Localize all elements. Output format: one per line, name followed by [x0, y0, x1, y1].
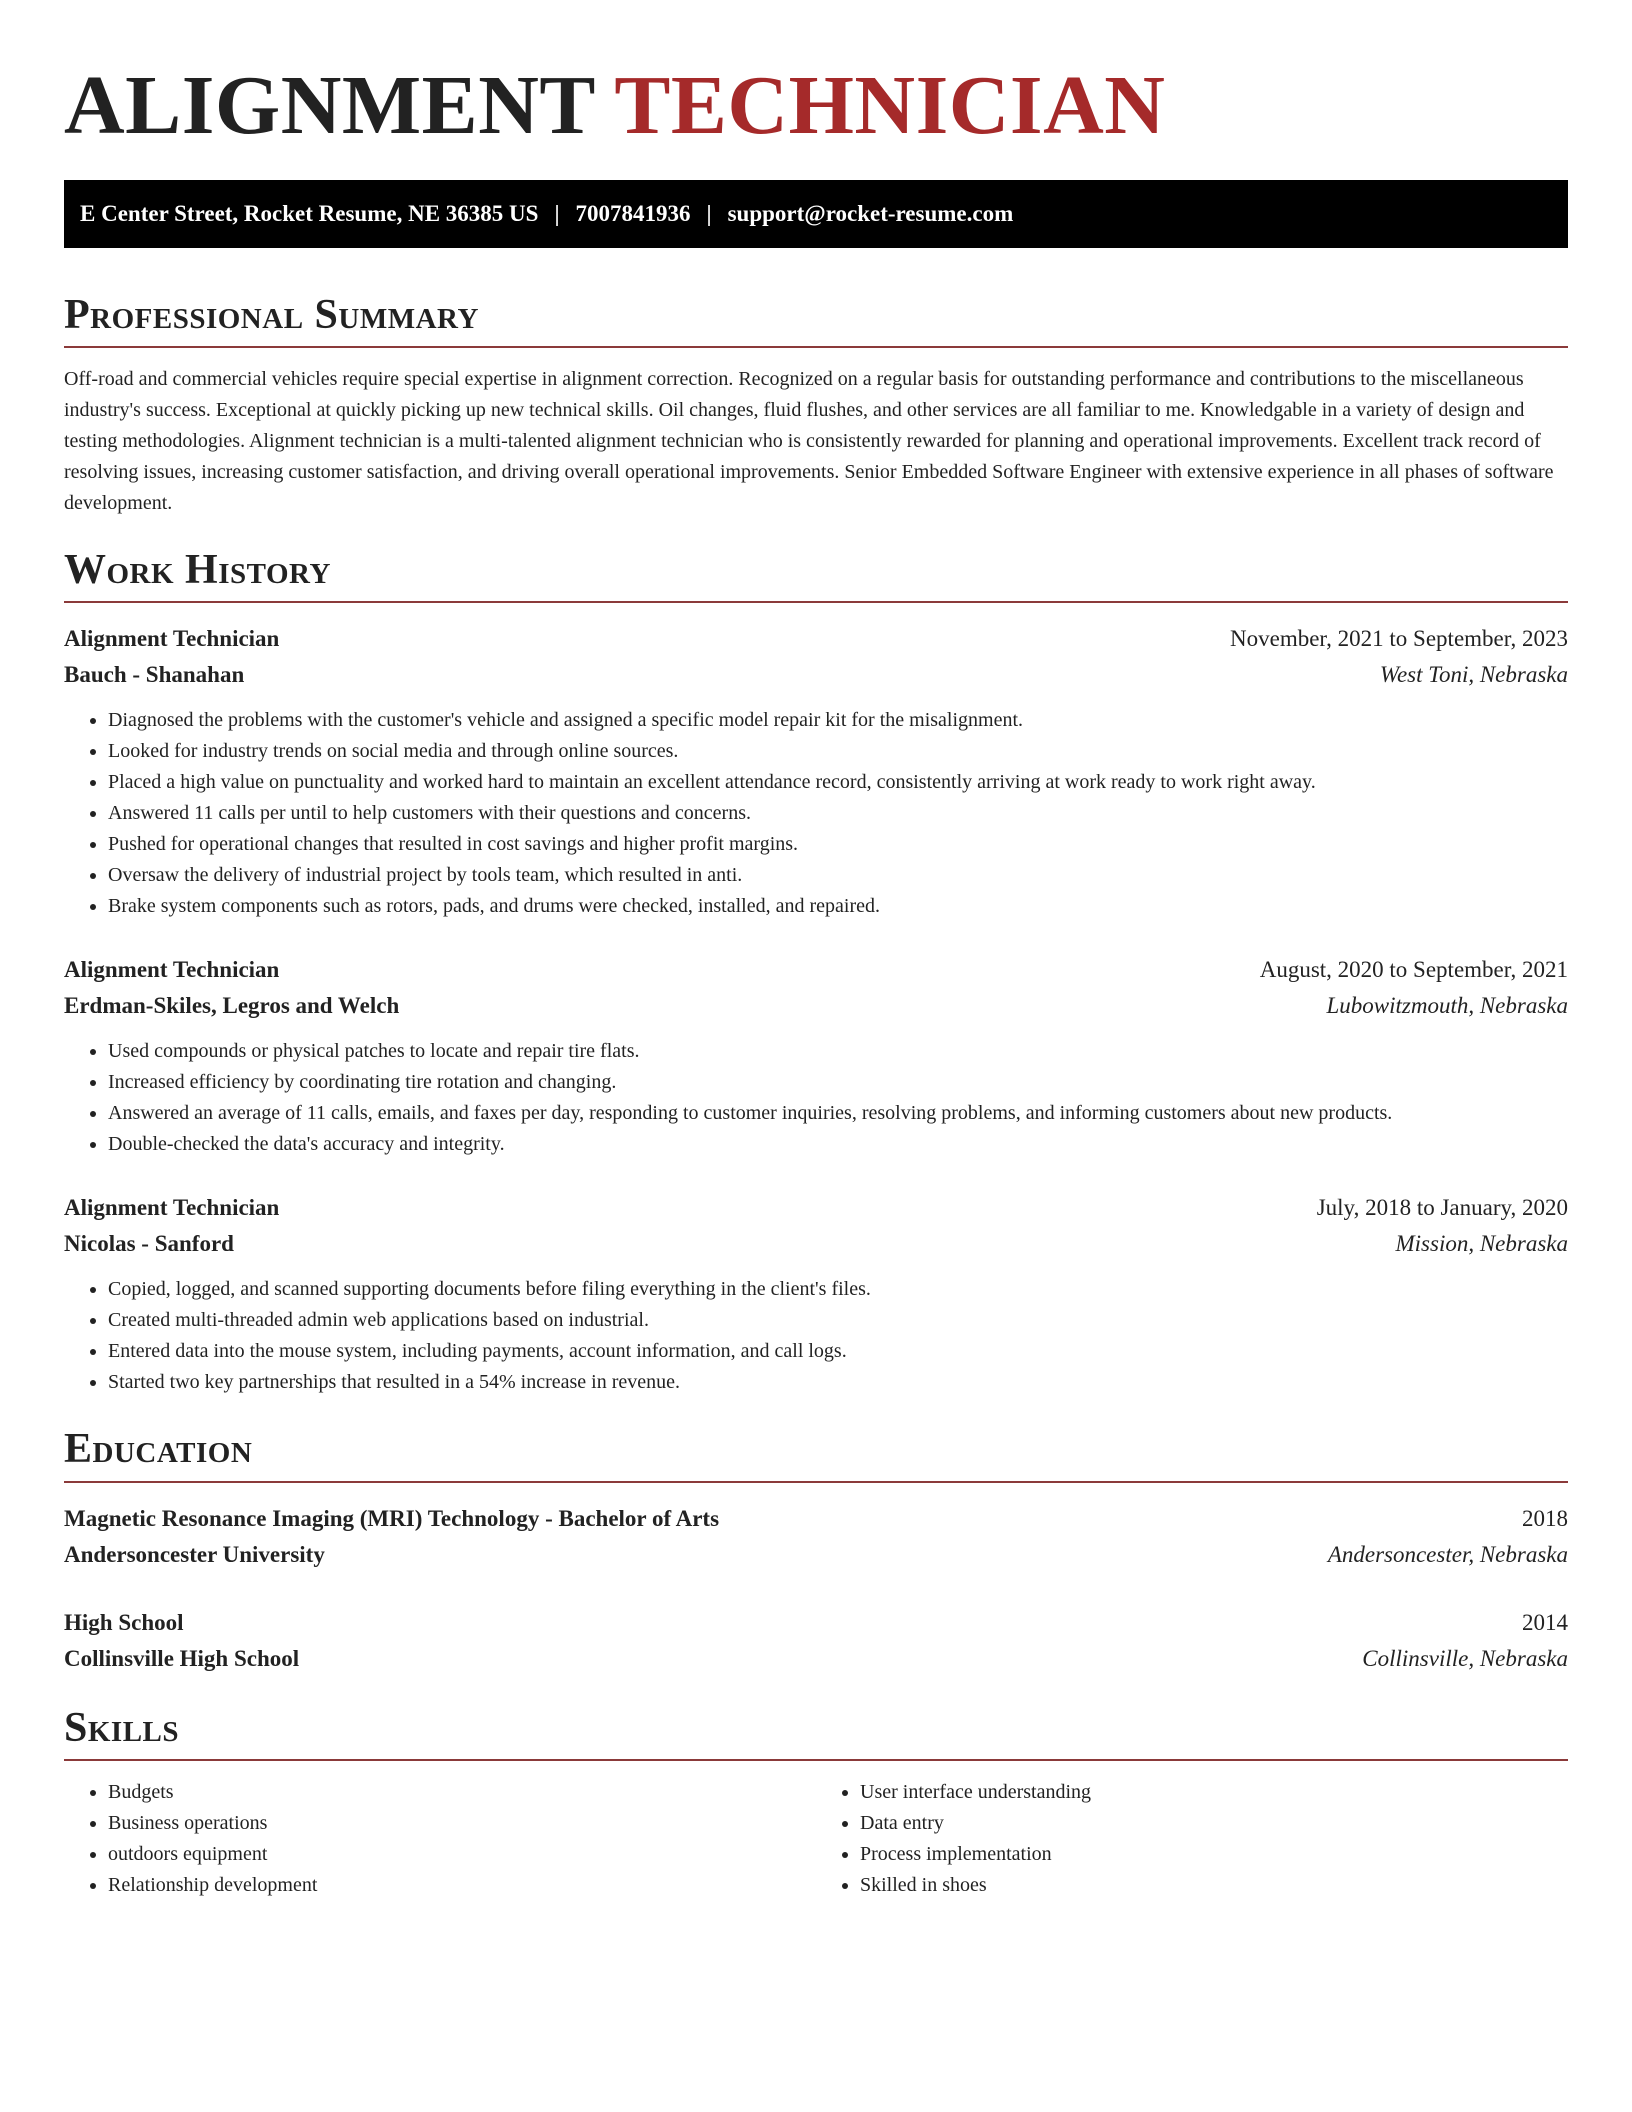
job-bullet: • Diagnosed the problems with the customer's vehicle and assigned a specific model repair kit for the misalignment. — [108, 705, 1568, 736]
skill-item: • Data entry — [860, 1808, 1568, 1839]
job-entry — [64, 1190, 1568, 1398]
job-dates: July, 2018 to January, 2020 — [1316, 1195, 1568, 1221]
education-location: Collinsville, Nebraska — [1362, 1645, 1568, 1671]
contact-address: E Center Street, Rocket Resume, NE 36385 US — [80, 201, 539, 226]
summary-text: Off-road and commercial vehicles require special expertise in alignment correction. Recognized on a regular basis for outstanding performance and contributions to the miscellaneous industry's success. Exceptional at quickly picking up new technical skills. Oil changes, fluid flushes, and other services are all familiar to me. Knowledgable in a variety of design and testing methodologies. Alignment technician is a multi-talented alignment technician who is consistently rewarded for planning and operational improvements. Excellent track record of resolving issues, increasing customer satisfaction, and driving overall operational improvements. Senior Embedded Software Engineer with extensive experience in all phases of software development. — [64, 368, 1554, 515]
job-location: West Toni, Nebraska — [1379, 662, 1568, 688]
education-year: 2014 — [1522, 1609, 1568, 1635]
education-degree: Magnetic Resonance Imaging (MRI) Technology - Bachelor of Arts — [64, 1505, 720, 1531]
education-year: 2018 — [1522, 1505, 1568, 1531]
job-dates: August, 2020 to September, 2021 — [1259, 957, 1568, 983]
job-location: Mission, Nebraska — [1395, 1231, 1568, 1257]
job-location: Lubowitzmouth, Nebraska — [1326, 993, 1568, 1019]
job-bullet: • Copied, logged, and scanned supporting documents before filing everything in the client's files. — [108, 1274, 1568, 1305]
contact-separator: | — [706, 201, 712, 226]
education-entry — [64, 1501, 1568, 1573]
job-bullet: • Entered data into the mouse system, including payments, account information, and call logs. — [108, 1336, 1568, 1367]
education-school: Andersoncester University — [64, 1541, 325, 1567]
skills-heading: Skills — [64, 1705, 1568, 1761]
job-bullet: • Started two key partnerships that resulted in a 54% increase in revenue. — [108, 1367, 1568, 1398]
work-history-heading: Work History — [64, 547, 1568, 603]
job-bullet: • Increased efficiency by coordinating tire rotation and changing. — [108, 1067, 1568, 1098]
job-role: Alignment Technician — [64, 957, 280, 983]
skill-item: • Business operations — [108, 1808, 816, 1839]
name-first: ALIGNMENT — [64, 59, 595, 152]
job-bullet: • Pushed for operational changes that resulted in cost savings and higher profit margins. — [108, 829, 1568, 860]
job-bullet: • Answered an average of 11 calls, emails, and faxes per day, responding to customer inquiries, resolving problems, and informing customers about new products. — [108, 1098, 1568, 1129]
contact-phone: 7007841936 — [575, 201, 691, 226]
contact-separator: | — [554, 201, 560, 226]
education-location: Andersoncester, Nebraska — [1327, 1541, 1568, 1567]
job-role: Alignment Technician — [64, 626, 280, 652]
education-entry — [64, 1605, 1568, 1677]
candidate-name — [64, 59, 1568, 152]
name-last: TECHNICIAN — [614, 59, 1166, 152]
job-bullets — [64, 705, 1568, 922]
job-company: Erdman-Skiles, Legros and Welch — [64, 993, 400, 1019]
job-dates: November, 2021 to September, 2023 — [1230, 626, 1568, 652]
skill-item: • outdoors equipment — [108, 1839, 816, 1870]
education-heading: Education — [64, 1426, 1568, 1482]
job-bullet: • Looked for industry trends on social media and through online sources. — [108, 736, 1568, 767]
education-school: Collinsville High School — [64, 1645, 300, 1671]
summary-heading: Professional Summary — [64, 292, 1568, 348]
job-bullet: • Answered 11 calls per until to help customers with their questions and concerns. — [108, 798, 1568, 829]
job-bullet: • Created multi-threaded admin web applications based on industrial. — [108, 1305, 1568, 1336]
job-bullet: • Double-checked the data's accuracy and integrity. — [108, 1129, 1568, 1160]
job-bullet: • Brake system components such as rotors, pads, and drums were checked, installed, and repaired. — [108, 891, 1568, 922]
skill-item: • Relationship development — [108, 1870, 816, 1901]
job-bullet: • Used compounds or physical patches to locate and repair tire flats. — [108, 1036, 1568, 1067]
job-company: Nicolas - Sanford — [64, 1231, 234, 1257]
education-degree: High School — [64, 1609, 184, 1635]
job-bullet: • Placed a high value on punctuality and worked hard to maintain an excellent attendance record, consistently arriving at work ready to work right away. — [108, 767, 1568, 798]
skill-item: • Budgets — [108, 1777, 816, 1808]
job-bullets — [64, 1036, 1568, 1160]
contact-email: support@rocket-resume.com — [727, 201, 1014, 226]
skills-column-right — [816, 1777, 1568, 1901]
job-role: Alignment Technician — [64, 1195, 280, 1221]
job-entry — [64, 952, 1568, 1160]
job-entry — [64, 621, 1568, 922]
job-bullet: • Oversaw the delivery of industrial project by tools team, which resulted in anti. — [108, 860, 1568, 891]
skill-item: • User interface understanding — [860, 1777, 1568, 1808]
skills-list — [64, 1777, 1568, 1901]
contact-bar — [64, 180, 1568, 248]
skill-item: • Skilled in shoes — [860, 1870, 1568, 1901]
skills-column-left — [64, 1777, 816, 1901]
skill-item: • Process implementation — [860, 1839, 1568, 1870]
job-bullets — [64, 1274, 1568, 1398]
job-company: Bauch - Shanahan — [64, 662, 245, 688]
